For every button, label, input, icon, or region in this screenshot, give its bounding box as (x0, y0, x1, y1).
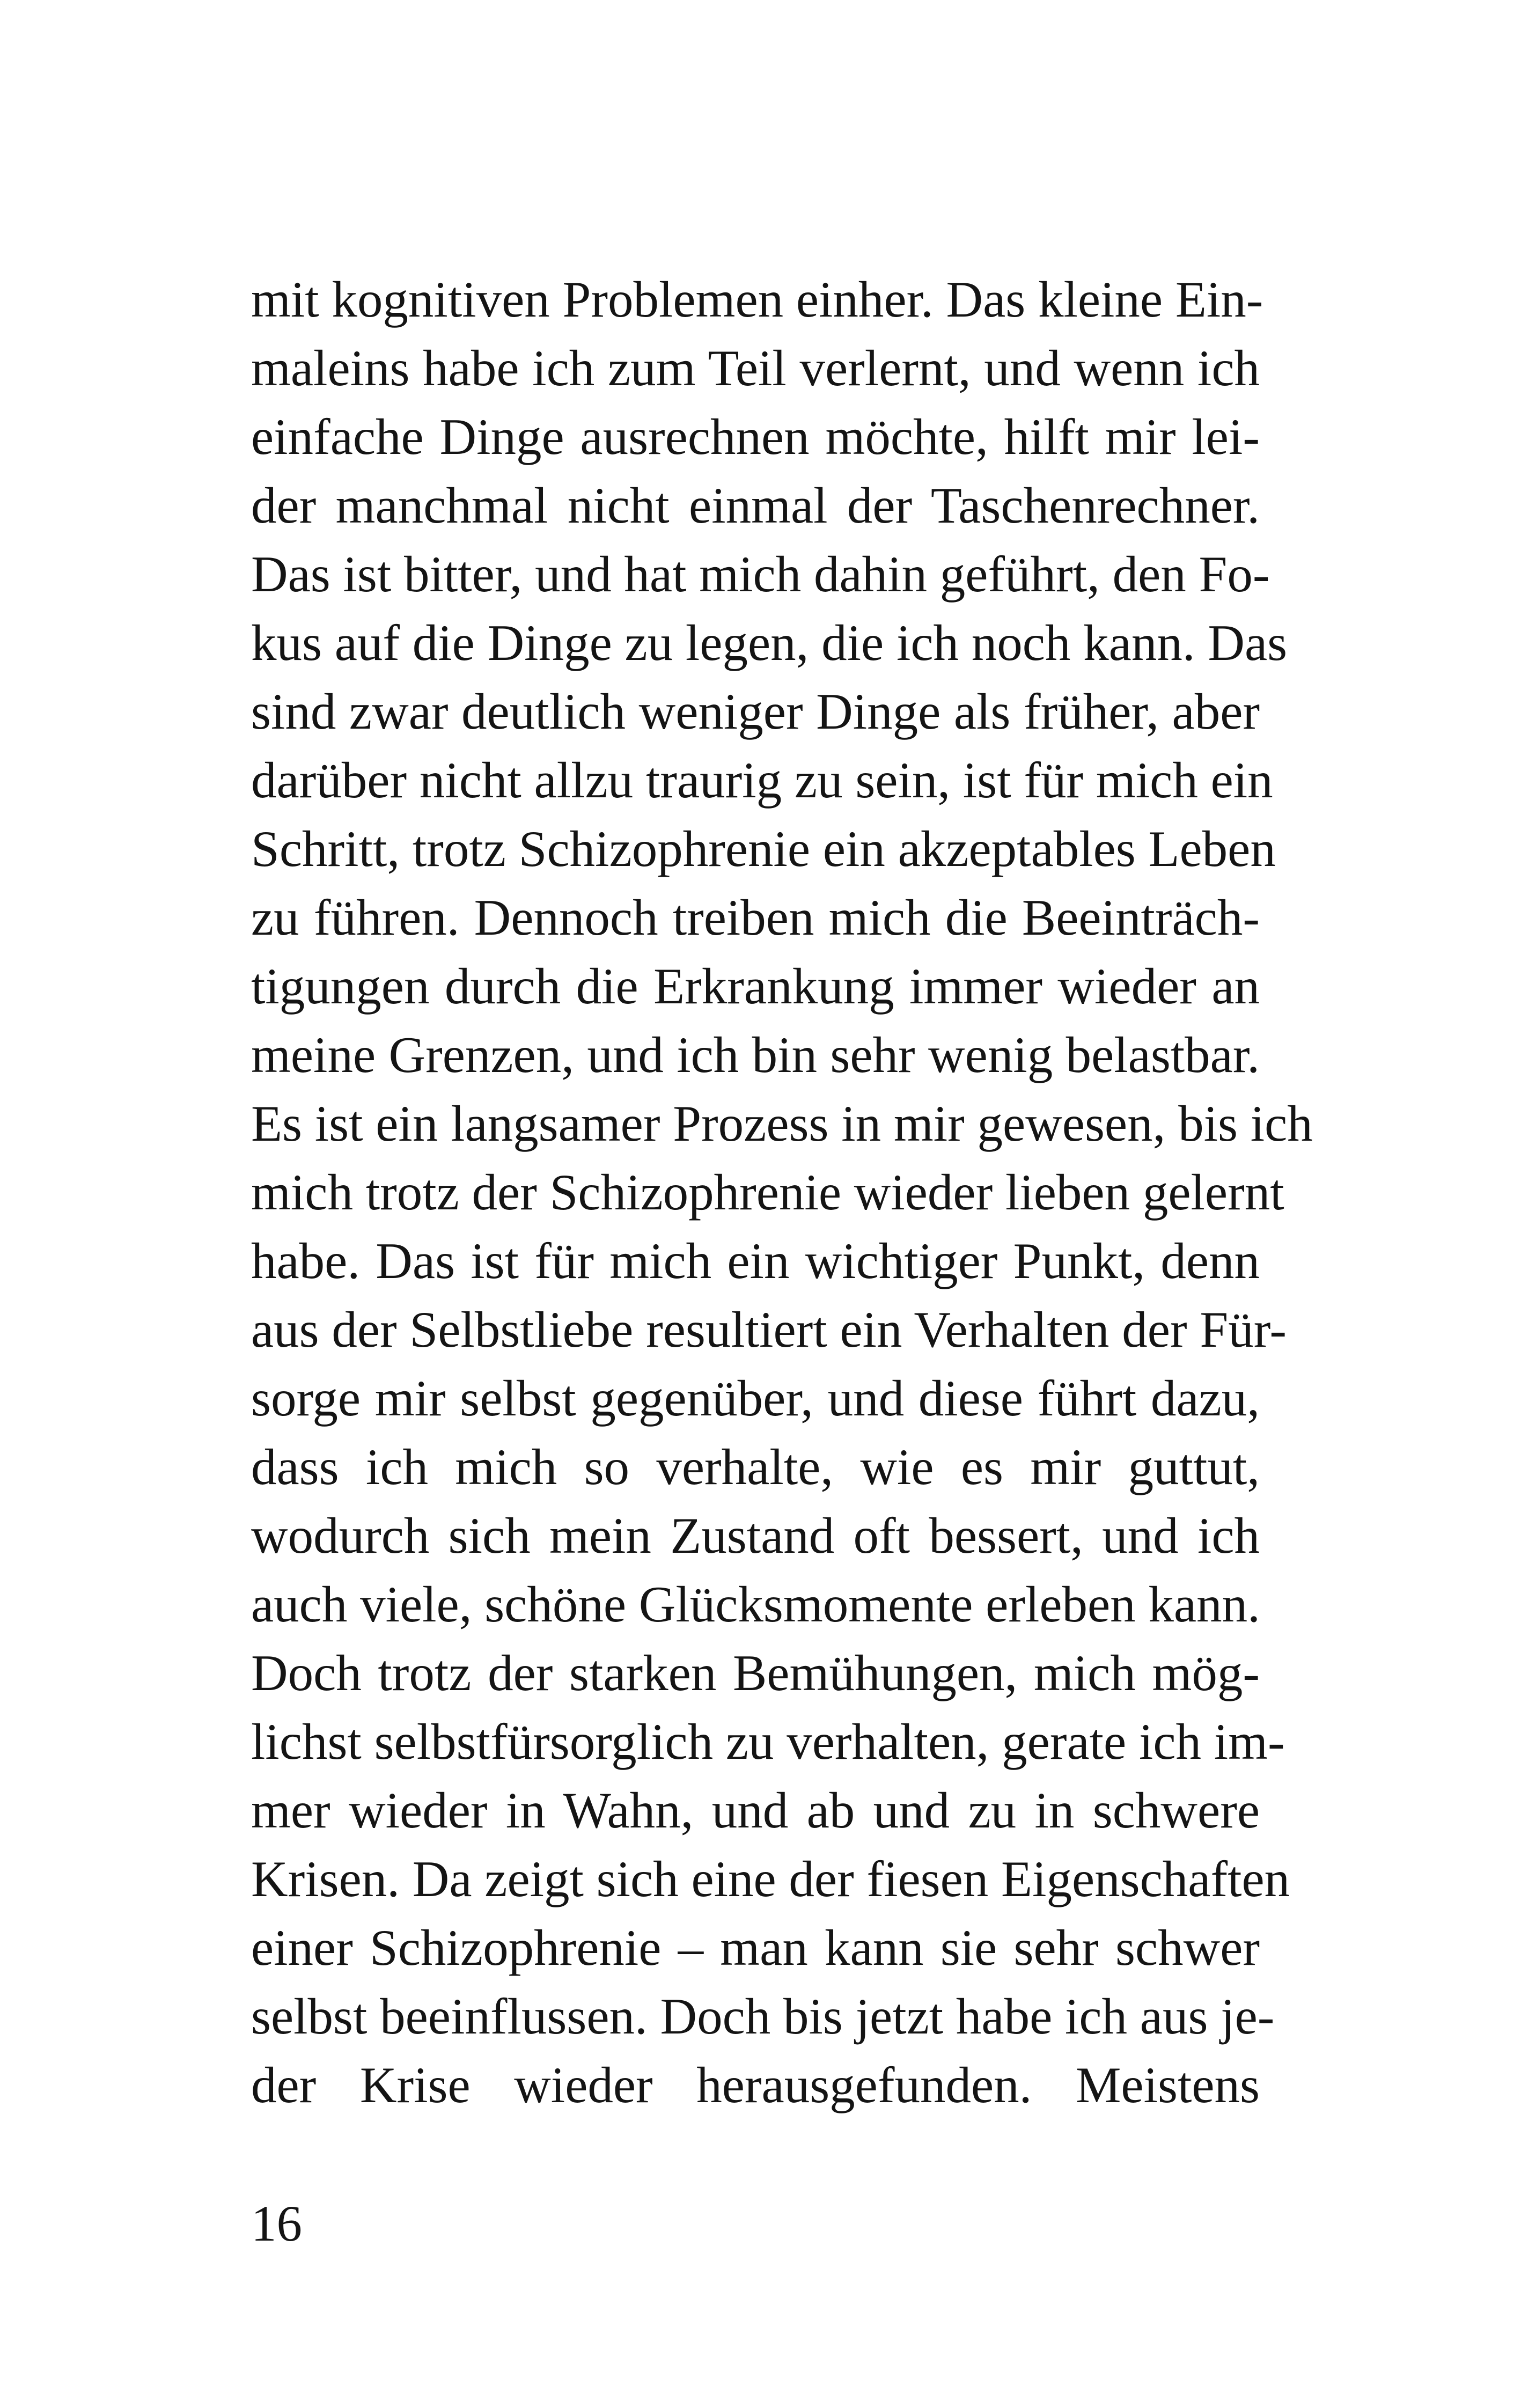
text-line-5: Das ist bitter, und hat mich dahin geführt, den Fo- (251, 546, 1270, 603)
text-line-24: Krisen. Da zeigt sich eine der fiesen Eigenschaften (251, 1851, 1290, 1907)
text-line-11: tigungen durch die Erkrankung immer wieder an (251, 958, 1260, 1015)
text-line-14: mich trotz der Schizophrenie wieder lieben gelernt (251, 1164, 1284, 1221)
text-line-8: darüber nicht allzu traurig zu sein, ist für mich ein (251, 752, 1273, 809)
text-line-19: wodurch sich mein Zustand oft bessert, und ich (251, 1507, 1260, 1564)
text-line-20: auch viele, schöne Glücksmomente erleben kann. (251, 1576, 1260, 1633)
text-line-26: selbst beeinflussen. Doch bis jetzt habe ich aus je- (251, 1988, 1275, 2045)
text-line-1: mit kognitiven Problemen einher. Das kleine Ein- (251, 271, 1263, 328)
page-number: 16 (251, 2195, 302, 2252)
text-line-4: der manchmal nicht einmal der Taschenrechner. (251, 477, 1260, 534)
text-line-23: mer wieder in Wahn, und ab und zu in schwere (251, 1782, 1260, 1839)
text-line-15: habe. Das ist für mich ein wichtiger Punkt, denn (251, 1232, 1260, 1289)
text-line-7: sind zwar deutlich weniger Dinge als früher, aber (251, 683, 1260, 740)
text-line-27: der Krise wieder herausgefunden. Meistens (251, 2057, 1260, 2113)
text-line-10: zu führen. Dennoch treiben mich die Beeinträch- (251, 889, 1260, 946)
text-line-17: sorge mir selbst gegenüber, und diese führt dazu, (251, 1370, 1260, 1427)
text-line-25: einer Schizophrenie – man kann sie sehr schwer (251, 1919, 1260, 1976)
text-line-9: Schritt, trotz Schizophrenie ein akzeptables Leben (251, 820, 1276, 877)
text-line-16: aus der Selbstliebe resultiert ein Verhalten der Für- (251, 1301, 1287, 1358)
text-line-21: Doch trotz der starken Bemühungen, mich mög- (251, 1645, 1260, 1701)
text-line-13: Es ist ein langsamer Prozess in mir gewesen, bis ich (251, 1095, 1313, 1152)
text-line-3: einfache Dinge ausrechnen möchte, hilft mir lei- (251, 408, 1260, 465)
text-line-22: lichst selbstfürsorglich zu verhalten, gerate ich im- (251, 1713, 1285, 1770)
text-line-18: dass ich mich so verhalte, wie es mir guttut, (251, 1438, 1260, 1495)
text-line-12: meine Grenzen, und ich bin sehr wenig belastbar. (251, 1026, 1260, 1083)
text-line-2: maleins habe ich zum Teil verlernt, und wenn ich (251, 340, 1260, 397)
text-line-6: kus auf die Dinge zu legen, die ich noch kann. Das (251, 614, 1288, 671)
body-text (251, 265, 1313, 2119)
